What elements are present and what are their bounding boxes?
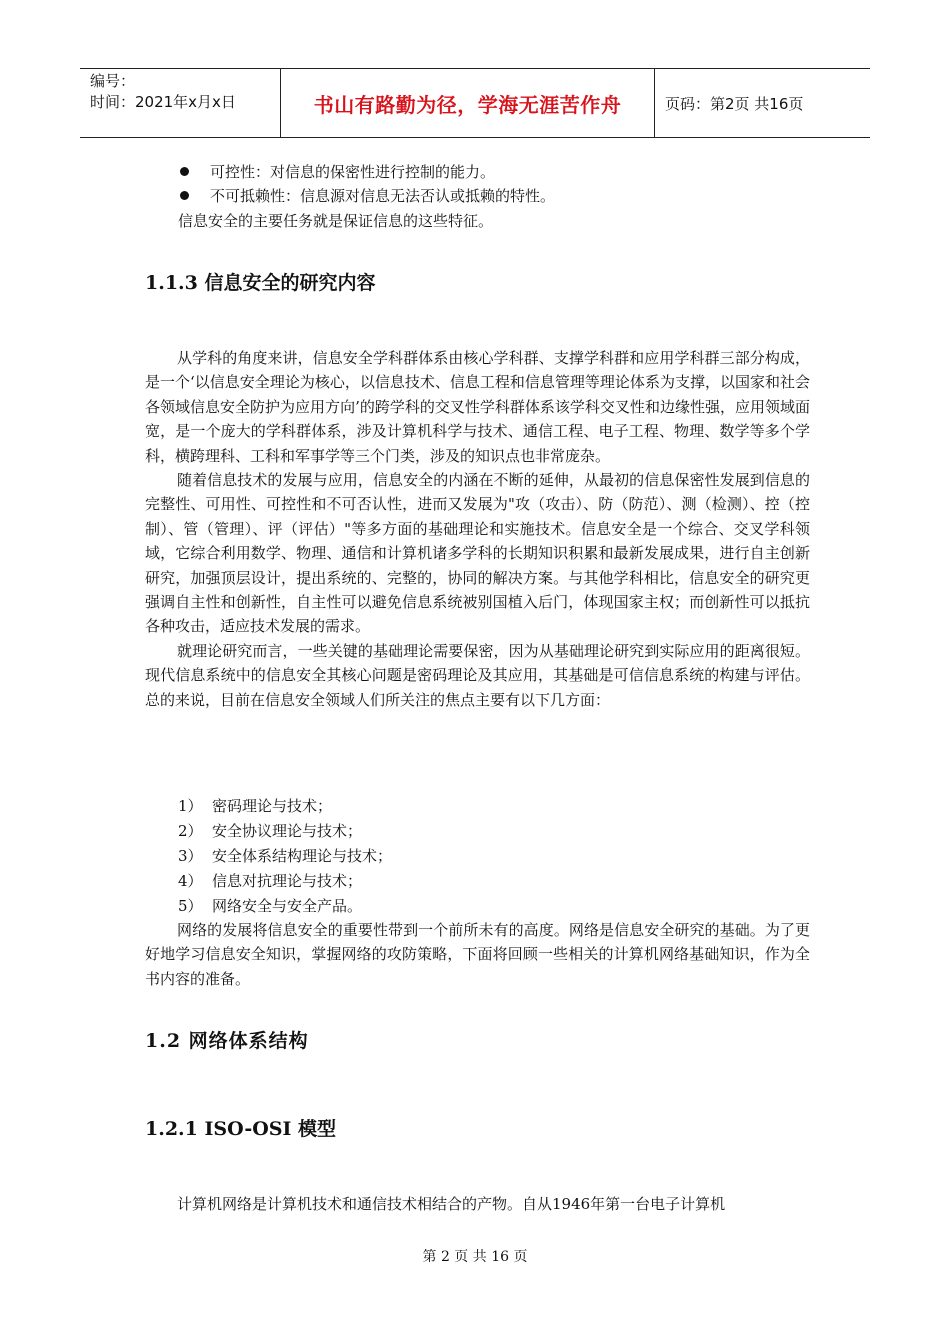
page-footer: 第 2 页 共 16 页 [422,1249,528,1265]
bullet-dot-icon [180,191,189,200]
list-item [178,820,362,841]
header-motto-cell [281,69,655,137]
section-113-heading: 1.1.3 信息安全的研究内容 [145,272,376,294]
header-page-info: 页码：第2页 共16页 [665,94,804,113]
summary-line: 信息安全的主要任务就是保证信息的这些特征。 [178,212,494,230]
section-113-body [145,346,810,712]
list-text: 安全体系结构理论与技术； [212,847,393,865]
list-item [178,795,332,816]
list-num: 4） [178,872,203,890]
bullet-text: 不可抵赖性：信息源对信息无法否认或抵赖的特性。 [210,187,556,205]
paragraph: 就理论研究而言，一些关键的基础理论需要保密，因为从基础理论研究到实际应用的距离很短。现代信息系统中的信息安全其核心问题是密码理论及其应用，其基础是可信信息系统的构建与评估。总的来说，目前在信息安全领域人们所关注的焦点主要有以下几方面： [145,641,810,709]
header-motto: 书山有路勤为径，学海无涯苦作舟 [313,92,622,117]
list-num: 3） [178,847,203,865]
list-num: 1） [178,797,203,815]
list-item [178,895,362,916]
list-num: 2） [178,822,203,840]
paragraph: 随着信息技术的发展与应用，信息安全的内涵在不断的延伸，从最初的信息保密性发展到信息的完整性、可用性、可控性和不可否认性，进而又发展为"攻（攻击）、防（防范）、测（检测）、控（控制）、管（管理）、评（评估）"等多方面的基础理论和实施技术。信息安全是一个综合、交叉学科领域，它综合利用数学、物理、通信和计算机诸多学科的长期知识积累和最新发展成果，进行自主创新研究，加强顶层设计，提出系统的、完整的，协同的解决方案。与其他学科相比，信息安全的研究更强调自主性和创新性，自主性可以避免信息系统被别国植入后门，体现国家主权；而创新性可以抵抗各种攻击，适应技术发展的需求。 [145,471,810,636]
bullet-item [0,160,950,184]
header-meta [80,69,281,137]
section-12-heading: 1.2 网络体系结构 [145,1030,309,1052]
paragraph: 网络的发展将信息安全的重要性带到一个前所未有的高度。网络是信息安全研究的基础。为了更好地学习信息安全知识，掌握网络的攻防策略，下面将回顾一些相关的计算机网络基础知识，作为全书内容的准备。 [145,921,810,988]
list-item [178,845,392,866]
section-121-heading: 1.2.1 ISO-OSI 模型 [145,1118,337,1140]
section-113-closing [145,918,810,991]
page-header [80,68,870,138]
paragraph: 从学科的角度来讲，信息安全学科群体系由核心学科群、支撑学科群和应用学科群三部分构成，是一个‘以信息安全理论为核心，以信息技术、信息工程和信息管理等理论体系为支撑，以国家和社会各领域信息安全防护为应用方向’的跨学科的交叉性学科群体系该学科交叉性和边缘性强，应用领域面宽，是一个庞大的学科群体系，涉及计算机科学与技术、通信工程、电子工程、物理、数学等多个学科，横跨理科、工科和军事学等三个门类，涉及的知识点也非常庞杂。 [145,349,810,465]
list-text: 密码理论与技术； [212,797,333,815]
section-121-body [145,1192,810,1216]
list-item [178,870,362,891]
list-text: 网络安全与安全产品。 [212,897,363,915]
header-number: 编号： [90,72,136,90]
list-text: 安全协议理论与技术； [212,822,363,840]
bullet-item [0,184,950,208]
list-num: 5） [178,897,203,915]
paragraph: 计算机网络是计算机技术和通信技术相结合的产物。自从1946年第一台电子计算机 [177,1195,726,1213]
header-date: 时间：2021年x月x日 [90,93,236,111]
list-text: 信息对抗理论与技术； [212,872,363,890]
bullet-dot-icon [180,167,189,176]
bullet-text: 可控性：对信息的保密性进行控制的能力。 [210,163,496,181]
